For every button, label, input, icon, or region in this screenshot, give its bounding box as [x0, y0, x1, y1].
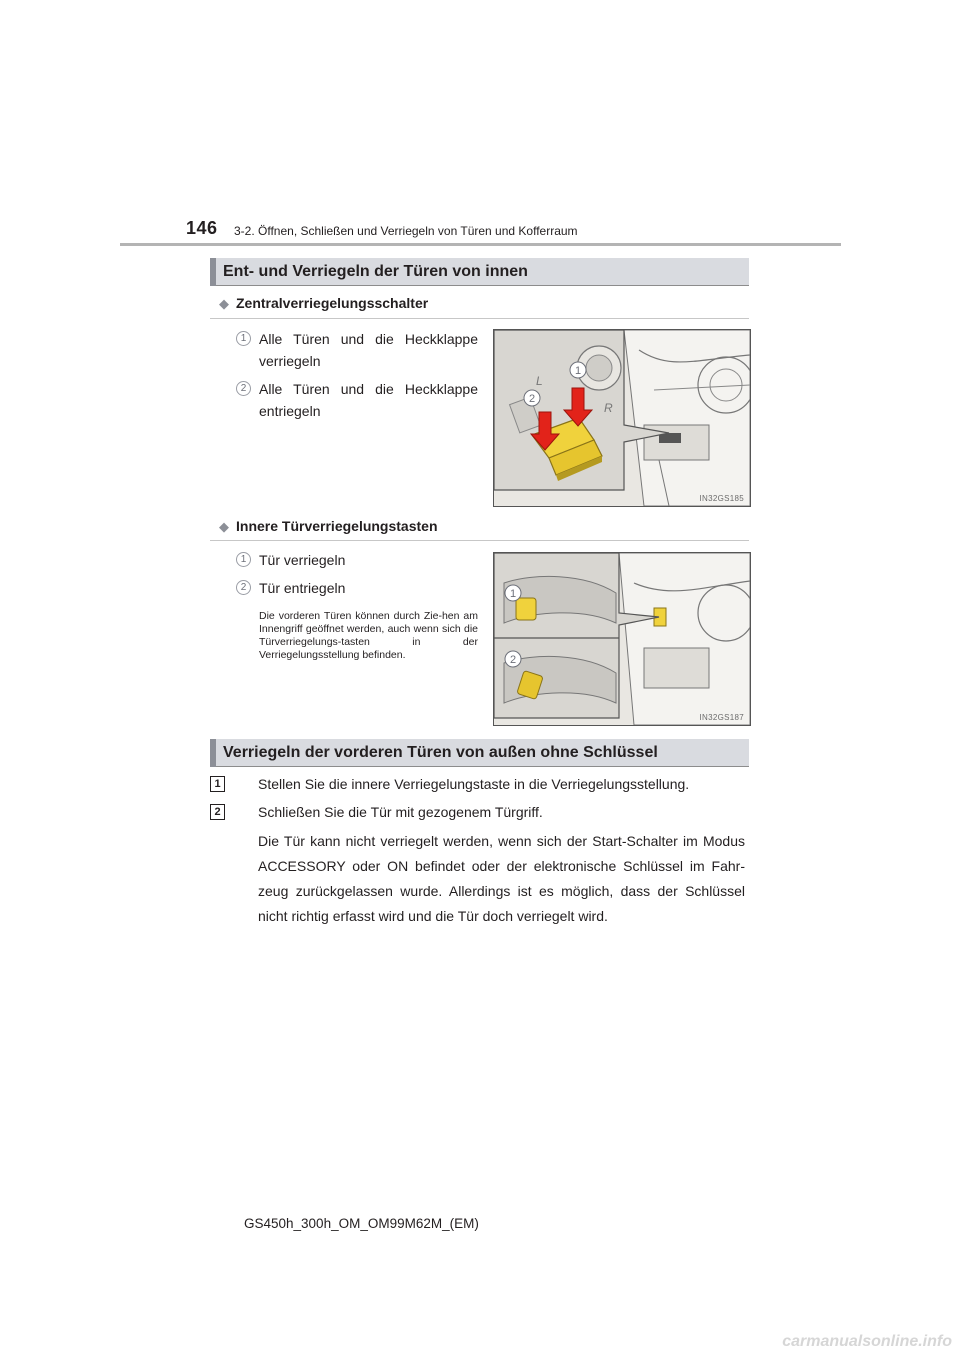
item-number-badge: 1	[236, 331, 251, 346]
central-locking-illustration	[494, 330, 750, 506]
item-unlock-door-text: Tür entriegeln	[259, 580, 346, 596]
explanation-paragraph: Die Tür kann nicht verriegelt werden, wenn sich der Start-Schalter im Modus ACCESSORY oder ON befindet oder der elektronische Schlüssel im Fahr-zeug zurückgelassen wurde. Allerdings ist es möglich, dass der Schlüssel nicht richtig erfasst wird und die Tür doch verriegelt wird.	[258, 833, 745, 924]
subheading-text: Zentralverriegelungsschalter	[236, 295, 429, 311]
figure-code: IN32GS187	[699, 713, 744, 722]
section-accent	[210, 739, 216, 767]
subheading-divider	[210, 318, 749, 319]
section-accent	[210, 258, 216, 286]
diamond-icon: ◆	[219, 296, 229, 311]
callout-label: 2	[509, 654, 517, 666]
subheading-text: Innere Türverriegelungstasten	[236, 518, 438, 534]
svg-text:R: R	[604, 401, 613, 415]
watermark-text: carmanualsonline.info	[782, 1333, 952, 1350]
callout-label: 1	[574, 365, 582, 377]
item-number-badge: 2	[236, 580, 251, 595]
subheading-divider	[210, 540, 749, 541]
inside-lock-illustration	[494, 553, 750, 725]
item-unlock-all-text: Alle Türen und die Heckklappe entriegeln	[259, 381, 478, 419]
item-number-badge: 1	[236, 552, 251, 567]
step-number-box: 1	[210, 776, 225, 792]
item-lock-door-text: Tür verriegeln	[259, 552, 346, 568]
section-heading-outside	[210, 739, 749, 767]
header-divider	[120, 243, 841, 246]
footer-model-code: GS450h_300h_OM_OM99M62M_(EM)	[244, 1216, 479, 1231]
note-text: Die vorderen Türen können durch Zie-hen am Innengriff geöffnet werden, auch wenn sich die Türverriegelungs-tasten in der Verriegelungsstellung befinden.	[259, 610, 478, 661]
step-number-box: 2	[210, 804, 225, 820]
page-number: 146	[186, 218, 218, 238]
section-heading-inside	[210, 258, 749, 286]
subheading-central-locking	[219, 295, 428, 312]
chapter-title: 3-2. Öffnen, Schließen und Verriegeln von Türen und Kofferraum	[234, 224, 578, 238]
diamond-icon: ◆	[219, 519, 229, 534]
subheading-inside-lock-buttons	[219, 518, 438, 535]
svg-text:L: L	[536, 374, 543, 388]
step-text: Schließen Sie die Tür mit gezogenem Türgriff.	[258, 804, 543, 820]
step-text: Stellen Sie die innere Verriegelungstaste in die Verriegelungsstellung.	[258, 776, 690, 792]
figure-code: IN32GS185	[699, 494, 744, 503]
callout-label: 2	[528, 393, 536, 405]
callout-label: 1	[509, 588, 517, 600]
figure-inside-lock-buttons	[493, 552, 751, 726]
item-number-badge: 2	[236, 381, 251, 396]
figure-central-locking-switch	[493, 329, 751, 507]
item-lock-all-text: Alle Türen und die Heckklappe verriegeln	[259, 331, 478, 369]
section-title: Verriegeln der vorderen Türen von außen ohne Schlüssel	[223, 744, 658, 761]
section-title: Ent- und Verriegeln der Türen von innen	[223, 263, 528, 280]
